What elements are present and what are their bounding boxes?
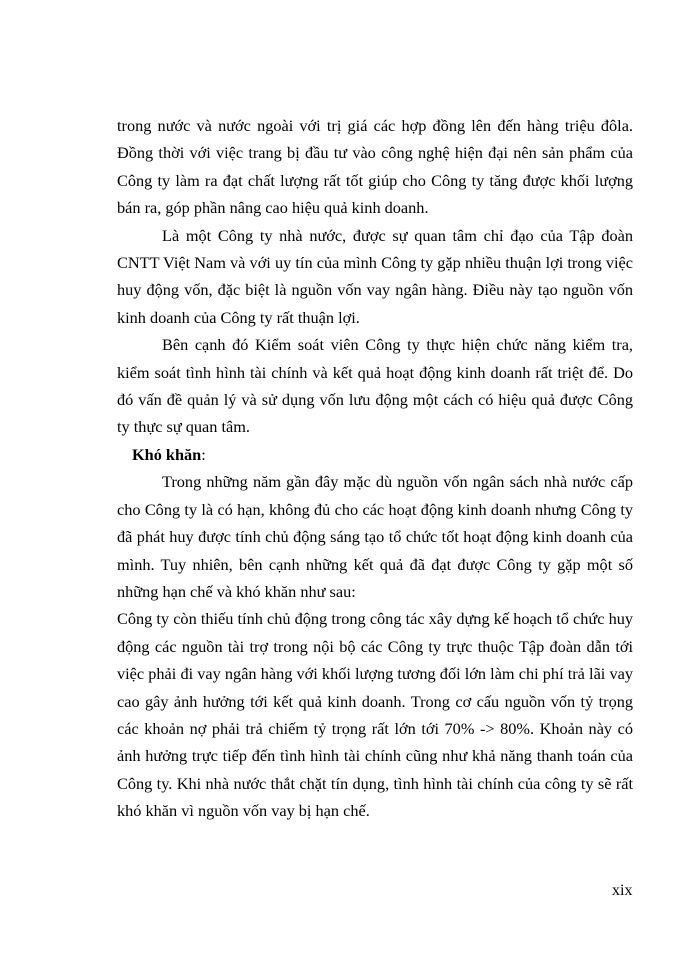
paragraph-supervisor: Bên cạnh đó Kiểm soát viên Công ty thực hiện chức năng kiểm tra, kiểm soát tình hình tài chính và kết quả hoạt động kinh doanh rất triệt để. Do đó vấn đề quản lý và sử dụng vốn lưu động một cách có hiệu quả được Công ty thực sự quan tâm. [117, 335, 633, 437]
paragraph-difficulties-intro: Trong những năm gần đây mặc dù nguồn vốn ngân sách nhà nước cấp cho Công ty là có hạn, không đủ cho các hoạt động kinh doanh nhưng Công ty đã phát huy được tính chủ động sáng tạo tổ chức tốt hoạt động kinh doanh của mình. Tuy nhiên, bên cạnh những kết quả đã đạt được Công ty gặp một số những hạn chế và khó khăn như sau: [117, 472, 633, 601]
paragraph-difficulties-detail: Công ty còn thiếu tính chủ động trong công tác xây dựng kế hoạch tổ chức huy động các nguồn tài trợ trong nội bộ các Công ty trực thuộc Tập đoàn dẫn tới việc phải đi vay ngân hàng với khối lượng tương đối lớn làm chi phí trả lãi vay cao gây ảnh hưởng tới kết quả kinh doanh. Trong cơ cấu nguồn vốn tỷ trọng các khoản nợ phải trả chiếm tỷ trọng rất lớn tới 70% -> 80%. Khoản này có ảnh hưởng trực tiếp đến tình hình tài chính cũng như khả năng thanh toán của Công ty. Khi nhà nước thắt chặt tín dụng, tình hình tài chính của công ty sẽ rất khó khăn vì nguồn vốn vay bị hạn chế. [117, 609, 633, 821]
page-number: xix [612, 882, 633, 899]
document-body [117, 112, 633, 825]
paragraph-continuation: trong nước và nước ngoài với trị giá các hợp đồng lên đến hàng triệu đôla. Đồng thời với việc trang bị đầu tư vào công nghệ hiện đại nên sản phẩm của Công ty làm ra đạt chất lượng rất tốt giúp cho Công ty tăng được khối lượng bán ra, góp phần nâng cao hiệu quả kinh doanh. [117, 116, 633, 218]
section-heading-difficulties [117, 441, 633, 468]
heading-label: Khó khăn [132, 444, 202, 464]
paragraph-advantage-capital: Là một Công ty nhà nước, được sự quan tâm chỉ đạo của Tập đoàn CNTT Việt Nam và với uy tín của mình Công ty gặp nhiều thuận lợi trong việc huy động vốn, đặc biệt là nguồn vốn vay ngân hàng. Điều này tạo nguồn vốn kinh doanh của Công ty rất thuận lợi. [117, 225, 633, 327]
heading-colon: : [201, 444, 206, 464]
